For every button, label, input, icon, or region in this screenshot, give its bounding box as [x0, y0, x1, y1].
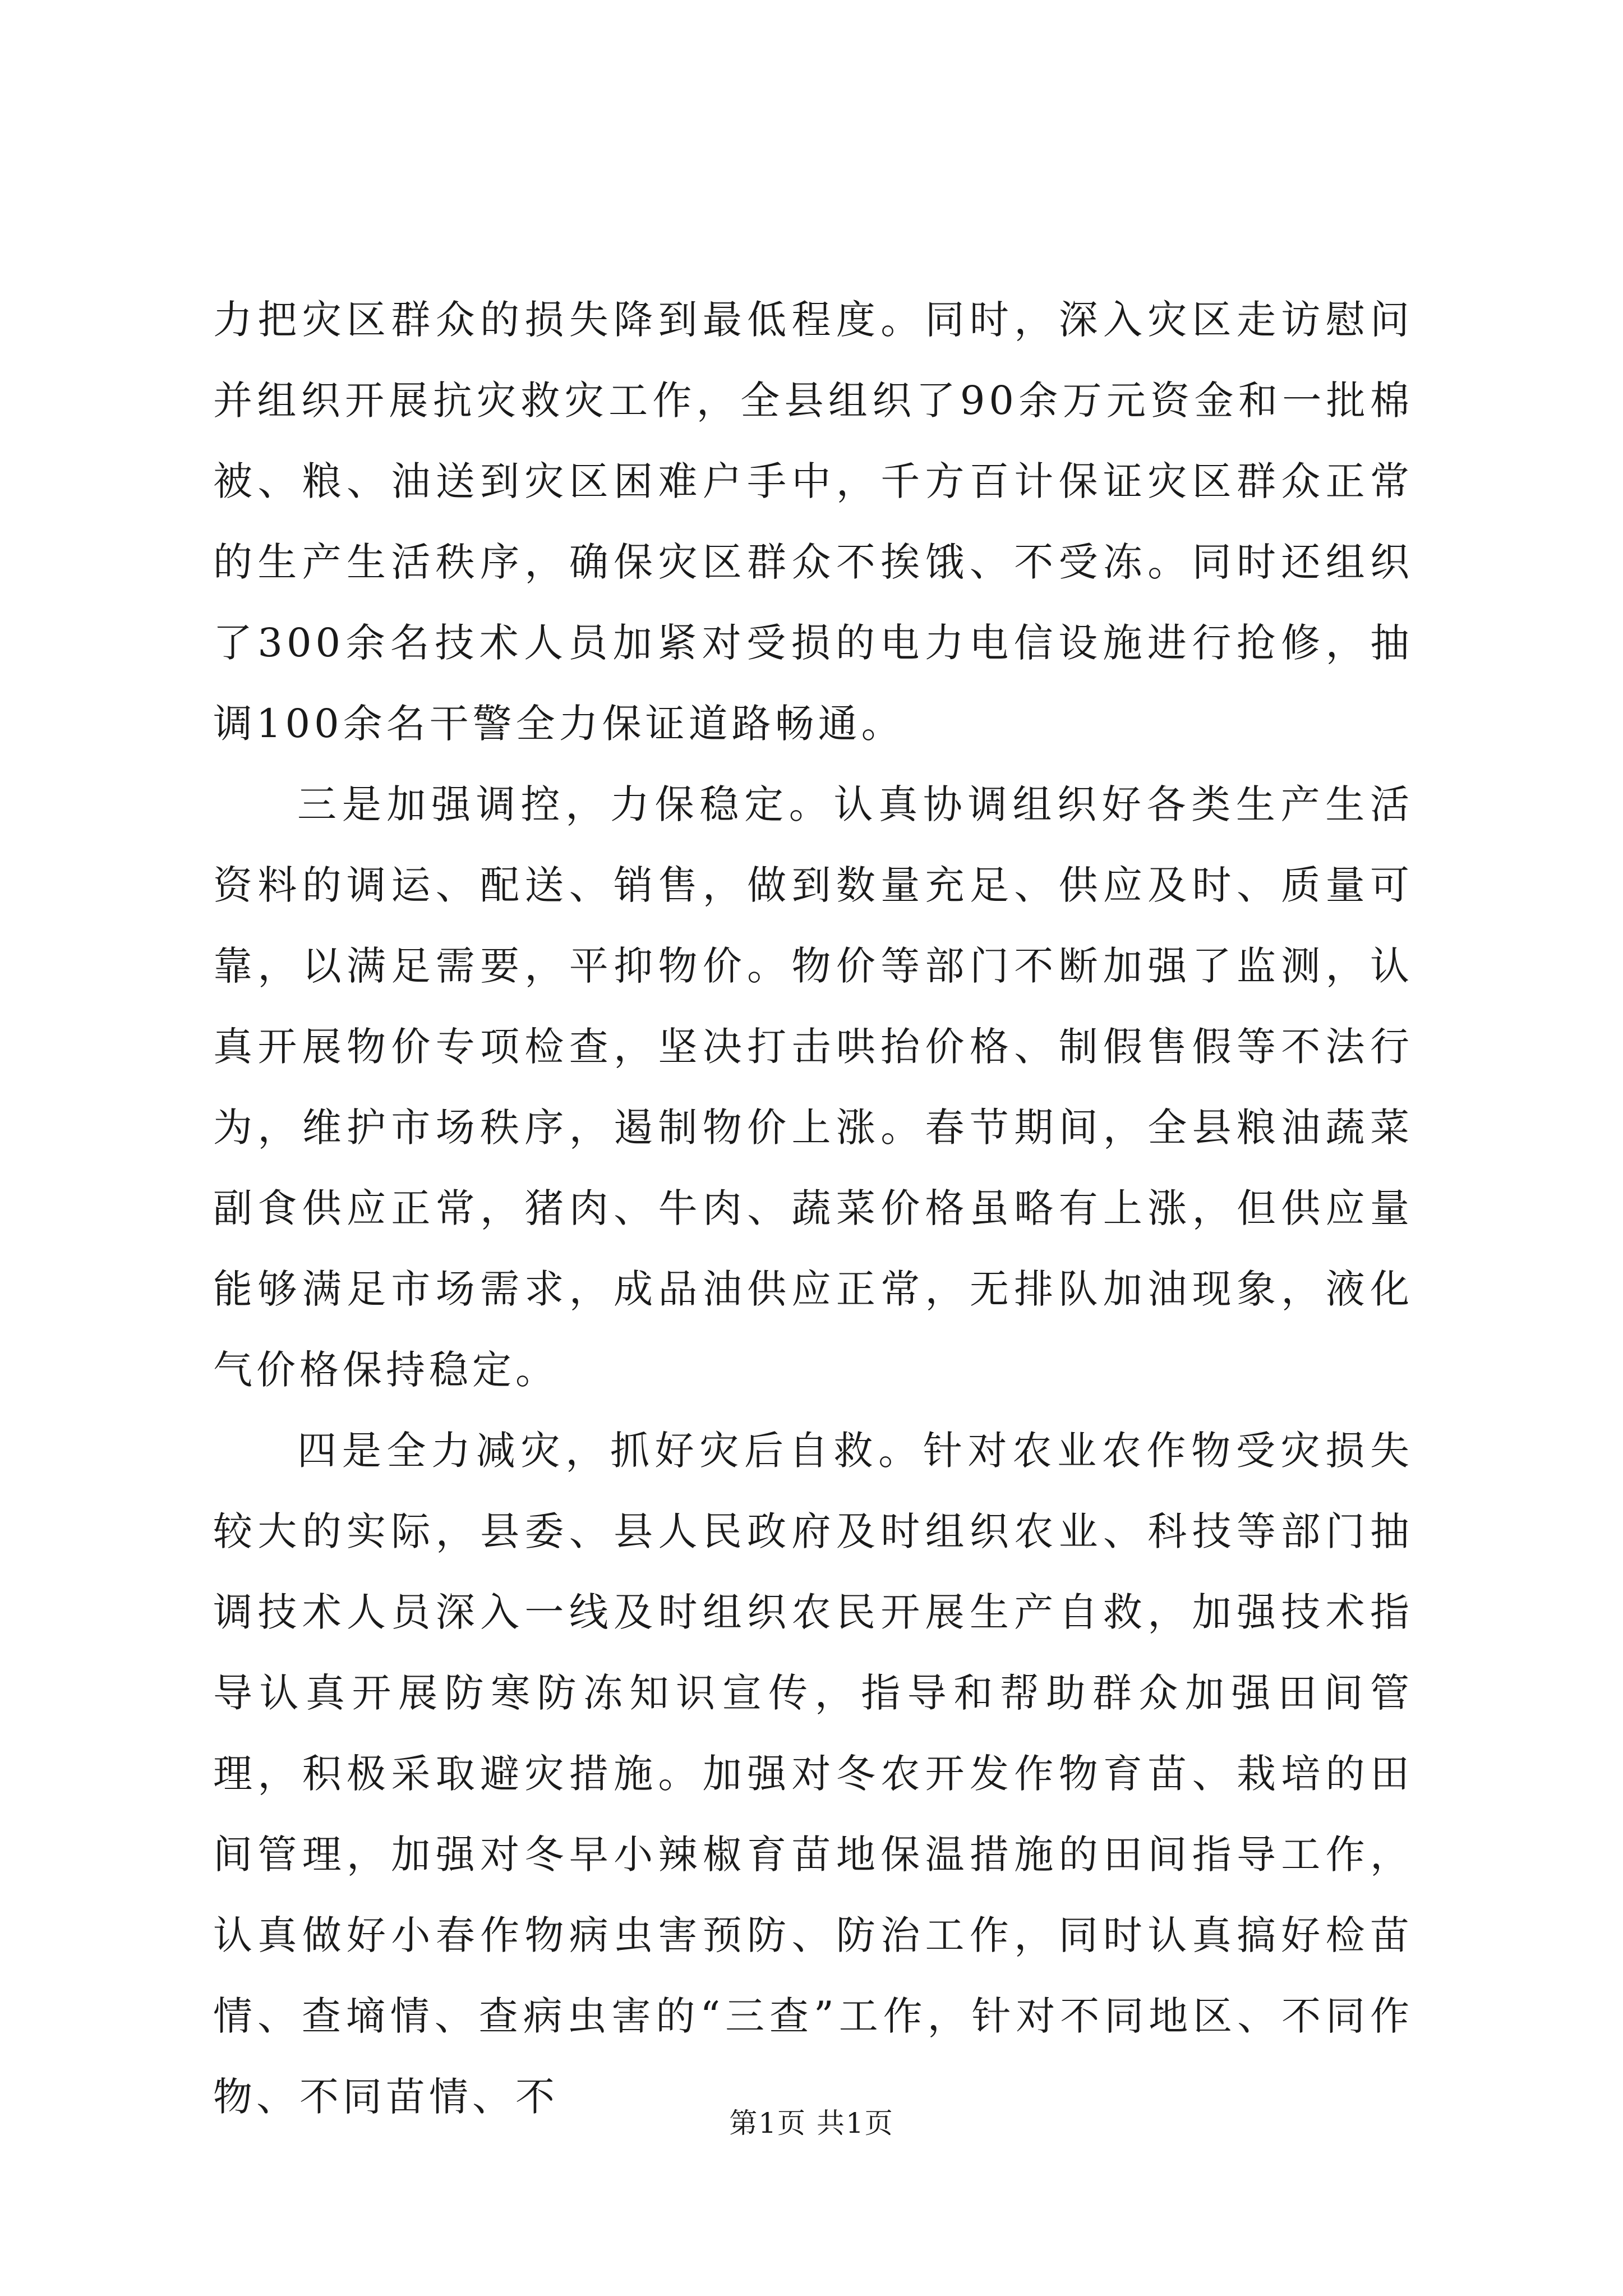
page-footer: 第1页 共1页 — [729, 2107, 894, 2139]
document-body — [213, 279, 1413, 2137]
paragraph-continuation: 力把灾区群众的损失降到最低程度。同时，深入灾区走访慰问并组织开展抗灾救灾工作，全县组织了90余万元资金和一批棉被、粮、油送到灾区困难户手中，千方百计保证灾区群众正常的生产生活秩序，确保灾区群众不挨饿、不受冻。同时还组织了300余名技术人员加紧对受损的电力电信设施进行抢修，抽调100余名干警全力保证道路畅通。 — [213, 297, 1413, 747]
paragraph-item-four: 四是全力减灾，抓好灾后自救。针对农业农作物受灾损失较大的实际，县委、县人民政府及时组织农业、科技等部门抽调技术人员深入一线及时组织农民开展生产自救，加强技术指导认真开展防寒防冻知识宣传，指导和帮助群众加强田间管理，积极采取避灾措施。加强对冬农开发作物育苗、栽培的田间管理，加强对冬早小辣椒育苗地保温措施的田间指导工作，认真做好小春作物病虫害预防、防治工作，同时认真搞好检苗情、查墒情、查病虫害的“三查”工作，针对不同地区、不同作物、不同苗情、不 — [213, 1428, 1413, 2120]
paragraph-item-three: 三是加强调控，力保稳定。认真协调组织好各类生产生活资料的调运、配送、销售，做到数量充足、供应及时、质量可靠，以满足需要，平抑物价。物价等部门不断加强了监测，认真开展物价专项检查，坚决打击哄抬价格、制假售假等不法行为，维护市场秩序，遏制物价上涨。春节期间，全县粮油蔬菜副食供应正常，猪肉、牛肉、蔬菜价格虽略有上涨，但供应量能够满足市场需求，成品油供应正常，无排队加油现象，液化气价格保持稳定。 — [213, 781, 1413, 1393]
